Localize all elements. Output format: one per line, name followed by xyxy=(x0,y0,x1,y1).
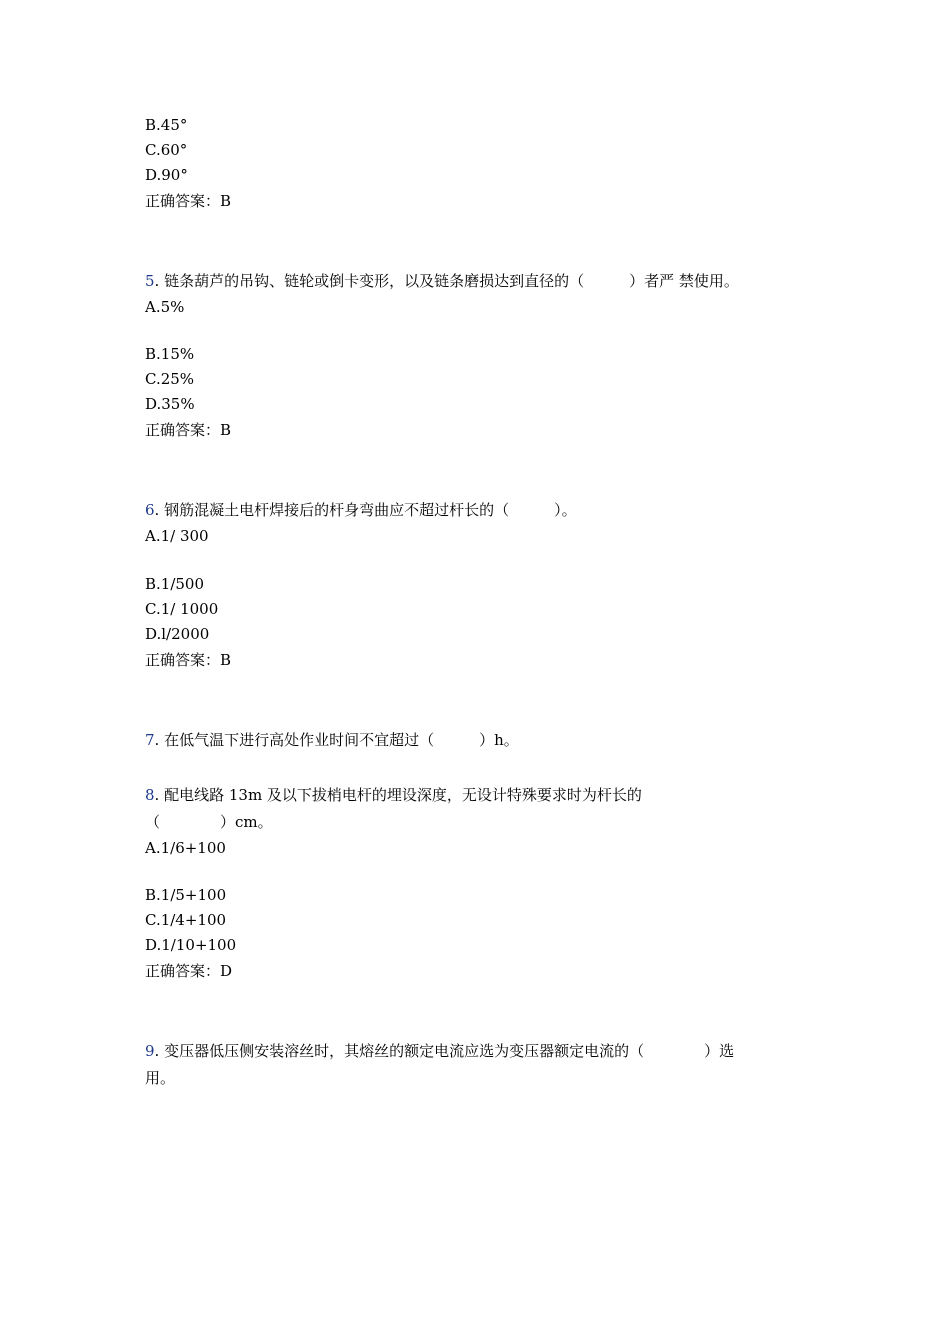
q7-stem-text: . 在低气温下进行高处作业时间不宜超过（ ）h。 xyxy=(154,731,519,749)
q8-option-c: C.1/4+100 xyxy=(145,911,227,929)
q5-option-a: A.5% xyxy=(145,298,185,316)
q8-stem-text: . 配电线路 13m 及以下拔梢电杆的埋设深度，无设计特殊要求时为杆长的 xyxy=(154,786,642,804)
q6-option-d: D.l/2000 xyxy=(145,625,210,643)
q4-option-d: D.90° xyxy=(145,166,188,184)
q5-stem-text: . 链条葫芦的吊钩、链轮或倒卡变形，以及链条磨损达到直径的（ ）者严 禁使用。 xyxy=(154,272,739,290)
q6-option-c: C.1/ 1000 xyxy=(145,600,219,618)
q7-number: 7 xyxy=(145,731,155,749)
q8-stem-continued: （ ）cm。 xyxy=(145,813,273,831)
q6-number: 6 xyxy=(145,501,155,519)
q5-option-d: D.35% xyxy=(145,395,195,413)
q4-answer: 正确答案：B xyxy=(145,192,232,210)
q7-stem xyxy=(145,730,519,750)
q6-answer: 正确答案：B xyxy=(145,651,232,669)
q9-stem xyxy=(145,1041,734,1061)
q5-answer: 正确答案：B xyxy=(145,421,232,439)
q9-stem-text: . 变压器低压侧安装溶丝时，其熔丝的额定电流应选为变压器额定电流的（ ）选 xyxy=(154,1042,735,1060)
q4-option-c: C.60° xyxy=(145,141,188,159)
q8-answer: 正确答案：D xyxy=(145,962,233,980)
q8-option-a: A.1/6+100 xyxy=(145,839,226,857)
q4-option-b: B.45° xyxy=(145,116,188,134)
q5-number: 5 xyxy=(145,272,155,290)
q6-stem-text: . 钢筋混凝土电杆焊接后的杆身弯曲应不超过杆长的（ ）。 xyxy=(154,501,577,519)
q6-stem xyxy=(145,500,577,520)
q5-stem xyxy=(145,271,739,291)
q8-stem xyxy=(145,785,642,805)
q6-option-b: B.1/500 xyxy=(145,575,205,593)
q8-option-b: B.1/5+100 xyxy=(145,886,227,904)
q9-stem-continued: 用。 xyxy=(145,1069,176,1087)
q6-option-a: A.1/ 300 xyxy=(145,527,209,545)
q9-number: 9 xyxy=(145,1042,155,1060)
q8-option-d: D.1/10+100 xyxy=(145,936,237,954)
q5-option-c: C.25% xyxy=(145,370,195,388)
q8-number: 8 xyxy=(145,786,155,804)
q5-option-b: B.15% xyxy=(145,345,195,363)
